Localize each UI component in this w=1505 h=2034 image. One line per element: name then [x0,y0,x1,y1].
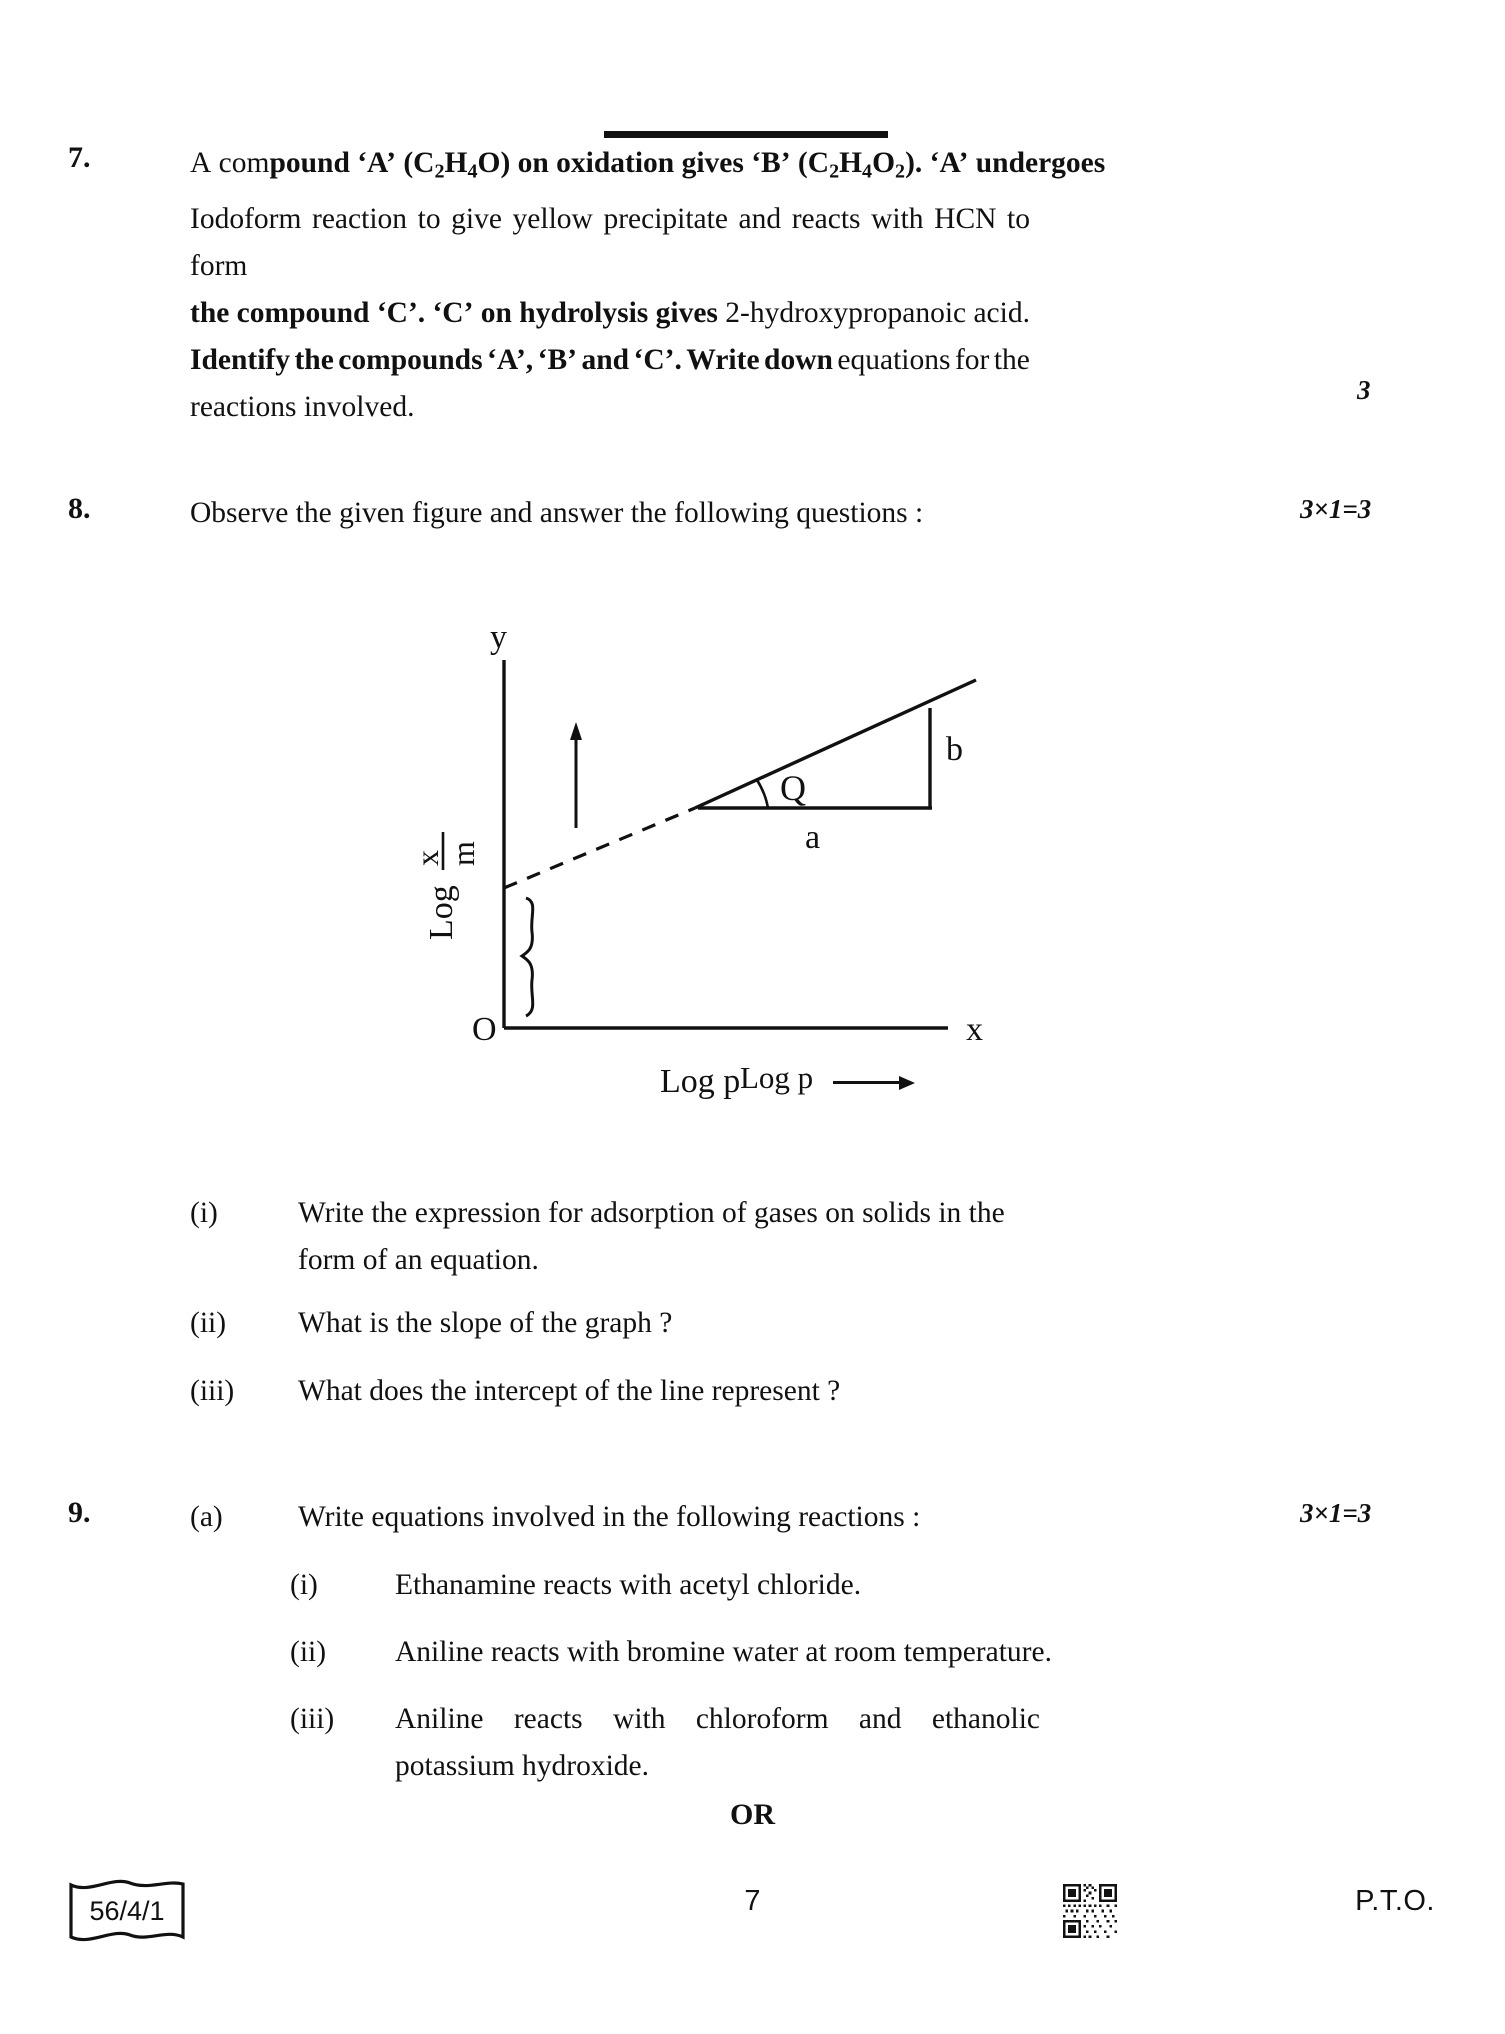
figure-x-axis-tip: x [966,1011,983,1048]
question-8-marks: 3×1=3 [1300,494,1372,524]
svg-text:Log p: Log p [660,1063,741,1100]
figure-y-axis-tip: y [490,619,507,656]
question-7-marks: 3 [1357,375,1371,405]
paper-code-text: 56/4/1 [89,1895,165,1926]
or-separator: OR [730,1798,775,1831]
figure-base-label: a [805,819,821,856]
figure-x-axis-caption-text: Log p [740,1060,814,1095]
question-8-number: 8. [68,492,91,525]
question-9-subpart-i-text: Ethanamine reacts with acetyl chloride. [395,1569,862,1601]
question-7-line-1: A compound ‘A’ $(C_2H_4O)$ on oxidation gives ‘B’ $(C_2H_4O_2)$. ‘A’ undergoes [190,147,1106,183]
pto-label: P.T.O. [1355,1885,1435,1917]
right-arrow-icon [833,1076,921,1088]
question-7-line-3: the compound ‘C’. ‘C’ on hydrolysis gives 2-hydroxypropanoic acid. [190,296,1030,329]
question-8-subpart-i-text: Write the expression for adsorption of gases on solids in the form of an equation. [298,1197,1005,1276]
question-7-body [190,140,1106,431]
question-9-number: 9. [68,1496,91,1529]
svg-text:m: m [445,841,481,866]
question-7-line-2: Iodoform reaction to give yellow precipitate and reacts with HCN to form [190,202,1030,282]
question-8-subpart-iii-marker: (iii) [190,1375,235,1407]
question-9-marks: 3×1=3 [1300,1498,1372,1528]
question-9-stem: Write equations involved in the following reactions : [298,1501,921,1533]
top-divider-rule [604,131,888,138]
question-7-line-4: Identify the compounds ‘A’, ‘B’ and ‘C’. Write down equations for the [190,343,1030,376]
question-9-subpart-i-marker: (i) [290,1569,318,1601]
figure-y-axis-label [409,832,481,940]
question-9-subpart-ii-marker: (ii) [290,1636,327,1668]
figure-angle-label: Q [780,768,806,808]
figure-x-axis-caption [740,1060,921,1096]
figure-x-axis-label [660,1063,740,1100]
question-8-subpart-ii-text: What is the slope of the graph ? [298,1307,673,1339]
question-9-subpart-ii-text: Aniline reacts with bromine water at room temperature. [395,1636,1052,1668]
question-8-subpart-iii-text: What does the intercept of the line represent ? [298,1375,841,1407]
question-7-line-5: reactions involved. [190,390,415,423]
adsorption-isotherm-figure [380,580,1020,1100]
question-9-option-marker: (a) [190,1501,223,1533]
question-9-subpart-iii-marker: (iii) [290,1703,335,1735]
figure-height-label: b [946,731,963,768]
question-8-subpart-i-marker: (i) [190,1197,218,1229]
svg-text:x: x [409,850,445,866]
figure-origin-label: O [472,1011,497,1048]
page-number: 7 [744,1885,761,1917]
question-8-subpart-ii-marker: (ii) [190,1307,227,1339]
svg-text:Log: Log [423,885,460,940]
qr-code-icon [1063,1884,1117,1938]
question-8-stem: Observe the given figure and answer the following questions : [190,497,924,529]
question-7-number: 7. [68,141,91,174]
question-9-subpart-iii-text: Aniline reacts with chloroform and ethanolic potassium hydroxide. [395,1703,1040,1782]
